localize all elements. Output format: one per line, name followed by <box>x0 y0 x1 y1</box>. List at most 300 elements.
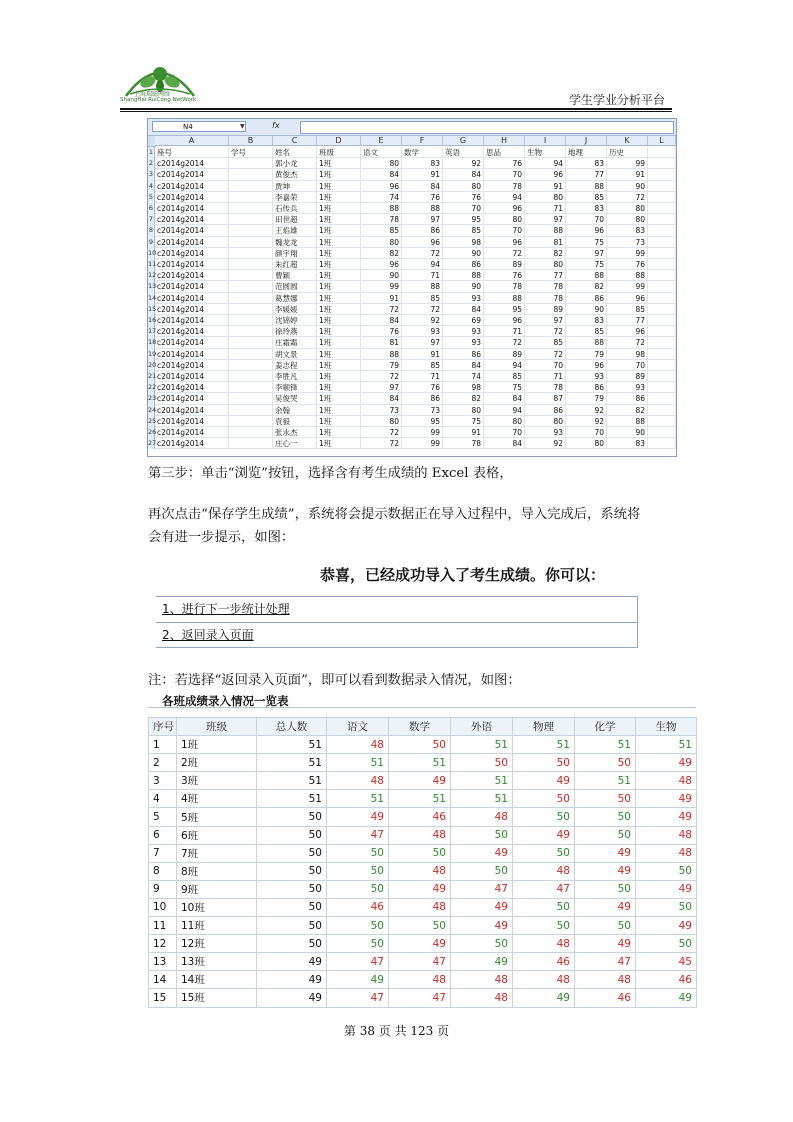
excel-cell[interactable]: 79 <box>361 360 402 371</box>
excel-cell[interactable]: 96 <box>402 237 443 248</box>
excel-cell[interactable]: 77 <box>607 315 648 326</box>
excel-cell[interactable]: 80 <box>607 203 648 214</box>
excel-cell[interactable]: 贾坤 <box>273 181 317 192</box>
excel-cell[interactable]: c2014g2014 <box>155 225 229 236</box>
excel-cell[interactable]: 86 <box>443 259 484 270</box>
excel-cell[interactable]: 1班 <box>317 192 361 203</box>
row-number[interactable]: 7 <box>148 214 155 225</box>
excel-cell[interactable]: 73 <box>402 405 443 416</box>
excel-cell[interactable] <box>648 248 676 259</box>
excel-cell[interactable]: 91 <box>443 427 484 438</box>
excel-cell[interactable]: 地理 <box>566 147 607 158</box>
excel-cell[interactable]: 99 <box>402 438 443 449</box>
excel-cell[interactable]: 72 <box>361 427 402 438</box>
excel-cell[interactable]: 1班 <box>317 203 361 214</box>
excel-cell[interactable]: 90 <box>361 270 402 281</box>
excel-cell[interactable]: c2014g2014 <box>155 281 229 292</box>
excel-cell[interactable] <box>229 371 273 382</box>
excel-cell[interactable]: 94 <box>402 259 443 270</box>
excel-cell[interactable]: 93 <box>402 326 443 337</box>
excel-cell[interactable]: 84 <box>402 181 443 192</box>
excel-cell[interactable]: 76 <box>484 158 525 169</box>
excel-cell[interactable]: 92 <box>443 158 484 169</box>
excel-cell[interactable]: 84 <box>484 438 525 449</box>
row-number[interactable]: 10 <box>148 248 155 259</box>
excel-cell[interactable]: c2014g2014 <box>155 259 229 270</box>
excel-cell[interactable]: 胡文景 <box>273 349 317 360</box>
excel-cell[interactable]: 90 <box>607 181 648 192</box>
excel-cell[interactable]: 70 <box>566 427 607 438</box>
excel-cell[interactable]: c2014g2014 <box>155 360 229 371</box>
excel-cell[interactable]: 郭小龙 <box>273 158 317 169</box>
excel-cell[interactable]: 75 <box>443 416 484 427</box>
excel-cell[interactable]: c2014g2014 <box>155 326 229 337</box>
row-number[interactable]: 2 <box>148 158 155 169</box>
excel-cell[interactable]: 82 <box>443 393 484 404</box>
excel-cell[interactable]: 77 <box>525 270 566 281</box>
excel-cell[interactable]: 96 <box>566 360 607 371</box>
excel-cell[interactable]: 72 <box>402 248 443 259</box>
excel-cell[interactable]: 96 <box>361 181 402 192</box>
excel-cell[interactable]: 李胜凡 <box>273 371 317 382</box>
excel-cell[interactable] <box>648 192 676 203</box>
excel-cell[interactable] <box>229 270 273 281</box>
excel-cell[interactable] <box>229 304 273 315</box>
excel-cell[interactable]: 91 <box>402 349 443 360</box>
excel-cell[interactable]: 96 <box>361 259 402 270</box>
excel-cell[interactable]: 99 <box>607 158 648 169</box>
function-icon[interactable]: fx <box>272 121 280 130</box>
excel-cell[interactable]: 92 <box>566 405 607 416</box>
excel-cell[interactable]: 姜志程 <box>273 360 317 371</box>
excel-cell[interactable]: 93 <box>607 382 648 393</box>
excel-cell[interactable]: 1班 <box>317 281 361 292</box>
excel-cell[interactable]: 73 <box>361 405 402 416</box>
excel-cell[interactable]: 84 <box>361 315 402 326</box>
excel-cell[interactable]: 88 <box>402 203 443 214</box>
excel-cell[interactable]: 95 <box>443 214 484 225</box>
chevron-down-icon[interactable]: ▼ <box>240 123 245 130</box>
excel-cell[interactable]: 91 <box>361 293 402 304</box>
excel-cell[interactable]: 80 <box>525 416 566 427</box>
excel-cell[interactable]: 78 <box>525 382 566 393</box>
excel-cell[interactable] <box>229 281 273 292</box>
excel-cell[interactable]: c2014g2014 <box>155 349 229 360</box>
column-header[interactable]: E <box>361 136 402 146</box>
excel-cell[interactable]: 83 <box>607 438 648 449</box>
row-number[interactable]: 25 <box>148 416 155 427</box>
excel-cell[interactable]: 88 <box>607 416 648 427</box>
excel-cell[interactable]: 93 <box>443 337 484 348</box>
excel-cell[interactable]: 85 <box>566 192 607 203</box>
excel-cell[interactable]: 96 <box>607 293 648 304</box>
excel-cell[interactable]: 71 <box>525 371 566 382</box>
excel-cell[interactable] <box>648 259 676 270</box>
excel-cell[interactable]: 70 <box>525 360 566 371</box>
excel-cell[interactable]: 魏龙龙 <box>273 237 317 248</box>
excel-cell[interactable]: 80 <box>484 416 525 427</box>
excel-cell[interactable] <box>229 382 273 393</box>
excel-cell[interactable]: 83 <box>566 315 607 326</box>
column-header[interactable]: I <box>525 136 566 146</box>
excel-cell[interactable] <box>229 203 273 214</box>
excel-cell[interactable]: c2014g2014 <box>155 237 229 248</box>
excel-cell[interactable]: 75 <box>566 259 607 270</box>
excel-cell[interactable]: 1班 <box>317 225 361 236</box>
excel-cell[interactable]: 98 <box>443 237 484 248</box>
excel-cell[interactable]: 88 <box>484 293 525 304</box>
excel-cell[interactable]: 80 <box>361 237 402 248</box>
excel-cell[interactable]: 96 <box>566 225 607 236</box>
row-number[interactable]: 15 <box>148 304 155 315</box>
excel-cell[interactable]: 97 <box>525 214 566 225</box>
excel-cell[interactable]: 81 <box>361 337 402 348</box>
excel-cell[interactable]: 94 <box>525 158 566 169</box>
row-number[interactable]: 1 <box>148 147 155 158</box>
excel-cell[interactable]: 黄俊杰 <box>273 169 317 180</box>
excel-cell[interactable]: 83 <box>402 158 443 169</box>
excel-cell[interactable]: 95 <box>402 416 443 427</box>
excel-cell[interactable]: 92 <box>402 315 443 326</box>
excel-cell[interactable]: c2014g2014 <box>155 270 229 281</box>
excel-cell[interactable]: 72 <box>361 438 402 449</box>
excel-cell[interactable]: 85 <box>402 360 443 371</box>
excel-cell[interactable]: 70 <box>443 203 484 214</box>
excel-cell[interactable]: 70 <box>484 169 525 180</box>
excel-cell[interactable]: 99 <box>402 427 443 438</box>
excel-cell[interactable]: 98 <box>443 382 484 393</box>
excel-cell[interactable]: 77 <box>566 169 607 180</box>
excel-cell[interactable]: 78 <box>361 214 402 225</box>
excel-cell[interactable] <box>229 360 273 371</box>
row-number[interactable]: 14 <box>148 293 155 304</box>
column-header[interactable]: B <box>229 136 273 146</box>
excel-cell[interactable]: 1班 <box>317 427 361 438</box>
column-header[interactable]: A <box>155 136 229 146</box>
excel-cell[interactable] <box>648 393 676 404</box>
excel-cell[interactable]: 85 <box>607 304 648 315</box>
excel-cell[interactable]: 李嘉荣 <box>273 192 317 203</box>
excel-cell[interactable]: 71 <box>525 203 566 214</box>
excel-cell[interactable]: c2014g2014 <box>155 192 229 203</box>
excel-cell[interactable]: 95 <box>484 304 525 315</box>
excel-cell[interactable]: 85 <box>402 293 443 304</box>
row-number[interactable]: 12 <box>148 270 155 281</box>
excel-cell[interactable]: c2014g2014 <box>155 214 229 225</box>
excel-cell[interactable]: 83 <box>566 158 607 169</box>
option-next-step-link[interactable]: 1、进行下一步统计处理 <box>162 602 290 616</box>
excel-cell[interactable]: 余翰 <box>273 405 317 416</box>
excel-cell[interactable]: 89 <box>484 349 525 360</box>
excel-cell[interactable]: 李媛媛 <box>273 304 317 315</box>
excel-cell[interactable] <box>648 360 676 371</box>
excel-cell[interactable]: 84 <box>361 169 402 180</box>
excel-cell[interactable]: 99 <box>361 281 402 292</box>
excel-cell[interactable]: 88 <box>607 270 648 281</box>
excel-cell[interactable]: c2014g2014 <box>155 315 229 326</box>
excel-cell[interactable]: 数学 <box>402 147 443 158</box>
excel-cell[interactable]: 97 <box>402 337 443 348</box>
column-header[interactable]: D <box>317 136 361 146</box>
row-number[interactable]: 19 <box>148 349 155 360</box>
excel-cell[interactable]: 84 <box>443 304 484 315</box>
excel-cell[interactable]: 李顺锋 <box>273 382 317 393</box>
excel-cell[interactable]: 语文 <box>361 147 402 158</box>
excel-cell[interactable]: 80 <box>443 405 484 416</box>
excel-cell[interactable]: 74 <box>361 192 402 203</box>
row-number[interactable]: 16 <box>148 315 155 326</box>
excel-cell[interactable] <box>648 203 676 214</box>
excel-cell[interactable] <box>648 270 676 281</box>
excel-cell[interactable]: c2014g2014 <box>155 169 229 180</box>
excel-cell[interactable]: 80 <box>361 158 402 169</box>
excel-cell[interactable] <box>648 326 676 337</box>
excel-cell[interactable]: 88 <box>402 281 443 292</box>
excel-cell[interactable] <box>648 214 676 225</box>
excel-cell[interactable]: 76 <box>402 382 443 393</box>
excel-cell[interactable] <box>229 192 273 203</box>
excel-cell[interactable]: 1班 <box>317 248 361 259</box>
excel-cell[interactable]: 吴俊哭 <box>273 393 317 404</box>
excel-cell[interactable]: 78 <box>484 281 525 292</box>
option-return[interactable] <box>156 622 637 647</box>
excel-cell[interactable]: 97 <box>402 214 443 225</box>
excel-cell[interactable]: 91 <box>402 169 443 180</box>
excel-cell[interactable]: 80 <box>525 259 566 270</box>
row-number[interactable]: 5 <box>148 192 155 203</box>
excel-cell[interactable] <box>648 281 676 292</box>
column-header[interactable]: J <box>566 136 607 146</box>
excel-cell[interactable]: 98 <box>607 349 648 360</box>
excel-cell[interactable] <box>229 405 273 416</box>
column-header[interactable]: L <box>648 136 676 146</box>
row-number[interactable]: 13 <box>148 281 155 292</box>
excel-cell[interactable]: 93 <box>443 293 484 304</box>
column-header[interactable]: H <box>484 136 525 146</box>
excel-cell[interactable]: 朱红超 <box>273 259 317 270</box>
excel-cell[interactable] <box>229 259 273 270</box>
excel-cell[interactable]: 88 <box>566 181 607 192</box>
excel-cell[interactable]: 72 <box>484 248 525 259</box>
formula-input[interactable] <box>300 121 674 134</box>
excel-cell[interactable]: 英语 <box>443 147 484 158</box>
excel-cell[interactable]: c2014g2014 <box>155 427 229 438</box>
excel-cell[interactable]: 99 <box>607 248 648 259</box>
excel-cell[interactable] <box>648 293 676 304</box>
excel-cell[interactable]: 82 <box>607 405 648 416</box>
row-number[interactable]: 23 <box>148 393 155 404</box>
excel-cell[interactable]: 97 <box>525 315 566 326</box>
excel-cell[interactable]: 76 <box>484 270 525 281</box>
excel-cell[interactable]: 1班 <box>317 337 361 348</box>
excel-cell[interactable]: 1班 <box>317 360 361 371</box>
excel-cell[interactable]: c2014g2014 <box>155 181 229 192</box>
excel-cell[interactable]: 88 <box>361 349 402 360</box>
row-number[interactable]: 22 <box>148 382 155 393</box>
excel-cell[interactable]: 1班 <box>317 304 361 315</box>
row-number[interactable]: 24 <box>148 405 155 416</box>
excel-cell[interactable]: 90 <box>566 304 607 315</box>
excel-cell[interactable]: 1班 <box>317 349 361 360</box>
excel-cell[interactable]: 93 <box>525 427 566 438</box>
excel-cell[interactable]: 92 <box>566 416 607 427</box>
excel-cell[interactable]: 袁毅 <box>273 416 317 427</box>
excel-cell[interactable]: 沈锦婷 <box>273 315 317 326</box>
excel-cell[interactable]: 72 <box>607 192 648 203</box>
excel-cell[interactable]: 86 <box>402 225 443 236</box>
excel-cell[interactable] <box>648 349 676 360</box>
row-number[interactable]: 9 <box>148 237 155 248</box>
excel-cell[interactable] <box>648 181 676 192</box>
excel-cell[interactable]: 班级 <box>317 147 361 158</box>
excel-cell[interactable]: 1班 <box>317 405 361 416</box>
excel-cell[interactable]: 82 <box>566 281 607 292</box>
excel-cell[interactable]: 75 <box>566 237 607 248</box>
excel-cell[interactable]: 96 <box>607 326 648 337</box>
excel-cell[interactable]: 90 <box>443 281 484 292</box>
excel-cell[interactable]: 曹颖 <box>273 270 317 281</box>
option-next-step[interactable] <box>156 597 637 622</box>
excel-cell[interactable]: 庄心一 <box>273 438 317 449</box>
excel-cell[interactable]: 91 <box>525 181 566 192</box>
excel-cell[interactable]: 78 <box>484 181 525 192</box>
excel-cell[interactable]: 94 <box>484 405 525 416</box>
excel-cell[interactable] <box>229 427 273 438</box>
excel-cell[interactable]: 范圆圆 <box>273 281 317 292</box>
excel-cell[interactable]: 思品 <box>484 147 525 158</box>
excel-cell[interactable]: 70 <box>566 214 607 225</box>
excel-cell[interactable]: c2014g2014 <box>155 248 229 259</box>
excel-cell[interactable] <box>229 158 273 169</box>
excel-cell[interactable]: 86 <box>402 393 443 404</box>
excel-cell[interactable]: 90 <box>607 427 648 438</box>
option-return-link[interactable]: 2、返回录入页面 <box>162 628 254 642</box>
excel-cell[interactable]: 92 <box>525 438 566 449</box>
excel-cell[interactable]: c2014g2014 <box>155 203 229 214</box>
excel-cell[interactable]: 85 <box>443 225 484 236</box>
excel-cell[interactable]: 72 <box>484 337 525 348</box>
excel-cell[interactable]: 79 <box>566 393 607 404</box>
excel-cell[interactable] <box>229 393 273 404</box>
excel-cell[interactable]: 73 <box>607 237 648 248</box>
excel-cell[interactable]: c2014g2014 <box>155 304 229 315</box>
excel-cell[interactable]: 84 <box>484 393 525 404</box>
excel-cell[interactable]: 1班 <box>317 315 361 326</box>
excel-cell[interactable]: 学号 <box>229 147 273 158</box>
excel-cell[interactable]: 96 <box>484 203 525 214</box>
excel-cell[interactable]: 85 <box>566 326 607 337</box>
excel-cell[interactable]: 80 <box>361 416 402 427</box>
excel-cell[interactable]: 1班 <box>317 438 361 449</box>
excel-cell[interactable]: c2014g2014 <box>155 158 229 169</box>
excel-cell[interactable]: 76 <box>402 192 443 203</box>
excel-cell[interactable]: 72 <box>402 304 443 315</box>
row-number[interactable]: 3 <box>148 169 155 180</box>
excel-cell[interactable]: c2014g2014 <box>155 382 229 393</box>
excel-cell[interactable]: 80 <box>443 181 484 192</box>
excel-cell[interactable] <box>648 304 676 315</box>
excel-cell[interactable]: 1班 <box>317 293 361 304</box>
excel-cell[interactable]: 1班 <box>317 416 361 427</box>
excel-cell[interactable]: 86 <box>566 382 607 393</box>
excel-cell[interactable]: 张永杰 <box>273 427 317 438</box>
excel-cell[interactable] <box>229 225 273 236</box>
excel-cell[interactable]: 座号 <box>155 147 229 158</box>
excel-cell[interactable]: 96 <box>484 237 525 248</box>
excel-cell[interactable] <box>229 349 273 360</box>
row-number[interactable]: 17 <box>148 326 155 337</box>
excel-cell[interactable]: 76 <box>443 192 484 203</box>
column-header[interactable]: K <box>607 136 648 146</box>
row-number[interactable]: 11 <box>148 259 155 270</box>
excel-cell[interactable] <box>229 416 273 427</box>
excel-cell[interactable]: 1班 <box>317 158 361 169</box>
row-number[interactable]: 6 <box>148 203 155 214</box>
excel-cell[interactable] <box>229 293 273 304</box>
excel-cell[interactable]: 72 <box>361 304 402 315</box>
excel-cell[interactable] <box>229 237 273 248</box>
excel-cell[interactable]: 姓名 <box>273 147 317 158</box>
row-number[interactable]: 27 <box>148 438 155 449</box>
excel-cell[interactable]: 1班 <box>317 371 361 382</box>
excel-cell[interactable]: 85 <box>484 371 525 382</box>
excel-cell[interactable]: 89 <box>525 304 566 315</box>
excel-cell[interactable]: 1班 <box>317 169 361 180</box>
row-number[interactable]: 8 <box>148 225 155 236</box>
excel-cell[interactable] <box>229 248 273 259</box>
excel-cell[interactable]: 86 <box>566 293 607 304</box>
excel-cell[interactable]: 84 <box>361 393 402 404</box>
excel-cell[interactable]: 1班 <box>317 270 361 281</box>
excel-cell[interactable]: 1班 <box>317 214 361 225</box>
row-number[interactable]: 4 <box>148 181 155 192</box>
excel-cell[interactable] <box>229 169 273 180</box>
excel-cell[interactable]: c2014g2014 <box>155 293 229 304</box>
excel-cell[interactable]: 83 <box>607 225 648 236</box>
row-number[interactable]: 21 <box>148 371 155 382</box>
excel-cell[interactable]: 72 <box>361 371 402 382</box>
excel-cell[interactable]: 93 <box>443 326 484 337</box>
excel-cell[interactable] <box>229 326 273 337</box>
excel-cell[interactable]: 82 <box>361 248 402 259</box>
excel-cell[interactable]: 78 <box>525 293 566 304</box>
excel-cell[interactable]: 82 <box>525 248 566 259</box>
excel-cell[interactable]: c2014g2014 <box>155 416 229 427</box>
excel-cell[interactable]: 石传兵 <box>273 203 317 214</box>
excel-cell[interactable]: 94 <box>484 360 525 371</box>
excel-cell[interactable]: 71 <box>402 270 443 281</box>
name-box[interactable]: N4 <box>152 121 246 132</box>
excel-cell[interactable]: 1班 <box>317 382 361 393</box>
excel-cell[interactable]: 88 <box>361 203 402 214</box>
excel-cell[interactable]: 90 <box>443 248 484 259</box>
excel-cell[interactable]: 97 <box>361 382 402 393</box>
excel-cell[interactable] <box>648 371 676 382</box>
excel-cell[interactable]: c2014g2014 <box>155 405 229 416</box>
excel-cell[interactable] <box>648 438 676 449</box>
excel-cell[interactable]: 徐玲燕 <box>273 326 317 337</box>
excel-cell[interactable]: 72 <box>525 349 566 360</box>
excel-cell[interactable]: 86 <box>443 349 484 360</box>
excel-cell[interactable]: 93 <box>566 371 607 382</box>
row-number[interactable]: 20 <box>148 360 155 371</box>
excel-cell[interactable]: 田世超 <box>273 214 317 225</box>
excel-cell[interactable]: 70 <box>484 427 525 438</box>
excel-cell[interactable]: 72 <box>607 337 648 348</box>
excel-cell[interactable]: 86 <box>607 393 648 404</box>
excel-cell[interactable]: 1班 <box>317 326 361 337</box>
excel-cell[interactable]: 生物 <box>525 147 566 158</box>
